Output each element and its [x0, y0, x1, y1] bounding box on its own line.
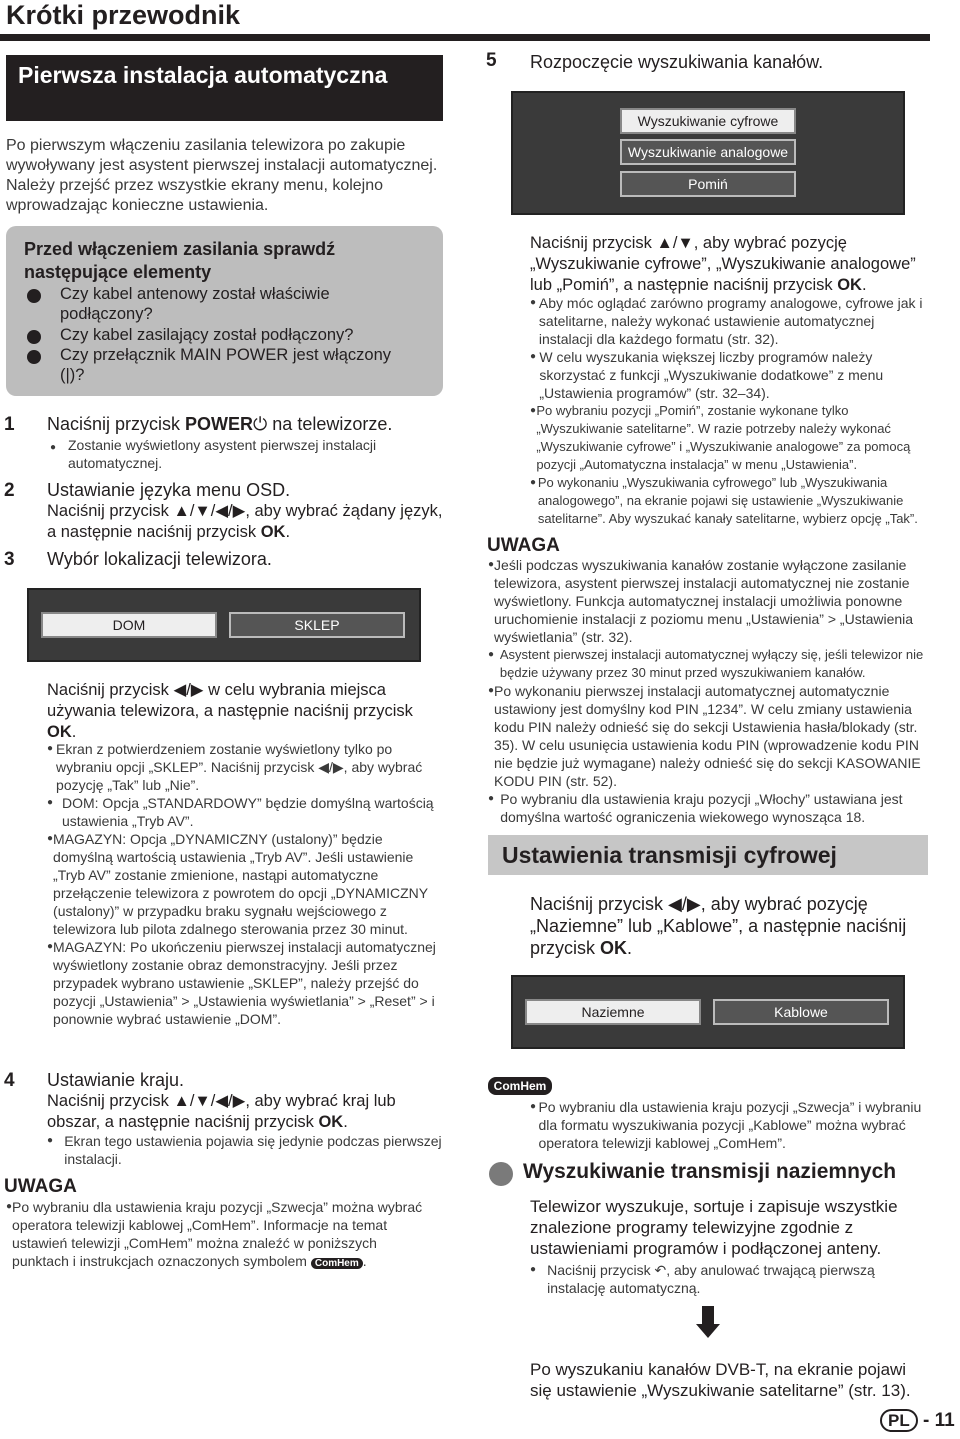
location-menu	[27, 588, 421, 662]
bullet: ● MAGAZYN: Po ukończeniu pierwszej instalacji automatycznej wyświetlony zostanie obraz demonstracyjny. Jeśli przez przypadek wybrano ustawienie „SKLEP”, należy przejść do pozycji „Ustawienia” > „Ustawienia wyświetlania” > „Reset” > i ponownie wybrać ustawienie „DOM”.	[47, 939, 436, 1027]
bullet: ● Naciśnij przycisk ↶, aby anulować trwającą pierwszą instalację automatyczną.	[530, 1262, 875, 1296]
comhem-badge: ComHem	[488, 1077, 552, 1095]
checklist-item: Czy przełącznik MAIN POWER jest włączony (|)?	[60, 346, 391, 384]
arrow-down-icon	[696, 1306, 720, 1338]
bullet-list	[47, 740, 442, 1028]
option-dom[interactable]: DOM	[41, 612, 217, 638]
bullet: ● Po wybraniu pozycji „Pomiń”, zostanie wykonane tylko „Wyszukiwanie satelitarne”. W razie potrzeby należy wykonać „Wyszukiwanie cyfrowe” i „Wyszukiwanie analogowe” za pomocą pozycji „Automatyczna instalacja” w menu „Ustawienia”.	[530, 403, 911, 472]
step-title: Ustawianie języka menu OSD.	[47, 480, 291, 500]
note-bullet: ● Po wykonaniu pierwszej instalacji automatycznej automatycznie ustawiony jest domyślny kod PIN „1234”. W celu zmiany ustawienia kodu PIN należy odnieść się do sekcji Ustawienia hasła/blokady (str. 35). W celu usunięcia ustawienia kodu PIN (wprowadzenie kodu PIN nie będzie już wymagane) należy odnieść się do sekcji KASOWANIE KODU PIN (str. 52).	[488, 683, 921, 789]
body-text: Telewizor wyszukuje, sortuje i zapisuje wszystkie znalezione programy telewizyjne zgodnie z ustawieniami programów i podłączonej anteny.	[530, 1197, 898, 1258]
step-title: Naciśnij przycisk POWER⏻ na telewizorze.	[47, 414, 393, 434]
note-title: UWAGA	[4, 1176, 77, 1197]
bullet-dot-icon	[27, 330, 41, 344]
checklist-item: Czy kabel antenowy został właściwie podłączony?	[60, 285, 330, 323]
bullet: ● W celu wyszukania większej liczby programów należy skorzystać z funkcji „Wyszukiwanie dodatkowe” z menu „Ustawienia programów” (str. 32–34).	[530, 349, 884, 401]
search-menu	[511, 91, 905, 215]
note-bullet: ● Asystent pierwszej instalacji automatycznej wyłączy się, jeśli telewizor nie będzie używany przez 30 minut przed wyszukiwaniem kanałów.	[488, 647, 924, 680]
step-number: 3	[4, 549, 15, 570]
bullet-dot-icon	[27, 289, 41, 303]
step-text: Naciśnij przycisk ◀/▶, aby wybrać pozycję „Naziemne” lub „Kablowe”, a następnie naciśnij przycisk OK.	[530, 894, 907, 958]
bullet: ● DOM: Opcja „STANDARDOWY” będzie domyślną wartością ustawienia „Tryb AV”.	[47, 795, 434, 829]
step-text: Naciśnij przycisk ▲/▼/◀/▶, aby wybrać kraj lub obszar, a następnie naciśnij przycisk OK.	[47, 1092, 396, 1131]
note-list	[488, 556, 928, 826]
bullet: ● Po wybraniu dla ustawienia kraju pozycji „Szwecja” i wybraniu dla formatu wyszukiwania pozycji „Kablowe” można wybrać operatora telewizji kablowej „ComHem”.	[530, 1099, 922, 1151]
option-digital-search[interactable]: Wyszukiwanie cyfrowe	[620, 108, 796, 134]
page-title: Krótki przewodnik	[6, 0, 241, 30]
bullet: ● Ekran z potwierdzeniem zostanie wyświetlony tylko po wybraniu opcji „SKLEP”. Naciśnij przycisk ◀/▶, aby wybrać pozycję „Tak” lub „Nie”.	[47, 741, 423, 793]
checklist-title: Przed włączeniem zasilania sprawdź następujące elementy	[24, 239, 336, 282]
step-number: 4	[4, 1070, 15, 1091]
step-number: 2	[4, 480, 15, 501]
bullet-text: Zostanie wyświetlony asystent pierwszej instalacji automatycznej.	[68, 437, 377, 471]
power-icon: ⏻	[253, 414, 268, 434]
option-terrestrial[interactable]: Naziemne	[525, 999, 701, 1025]
step-text: Naciśnij przycisk ▲/▼, aby wybrać pozycję „Wyszukiwanie cyfrowe”, „Wyszukiwanie analogowe” lub „Pomiń”, a następnie naciśnij przycisk OK.	[530, 234, 916, 294]
step-title: Rozpoczęcie wyszukiwania kanałów.	[530, 52, 824, 72]
option-cable[interactable]: Kablowe	[713, 999, 889, 1025]
intro-text: Po pierwszym włączeniu zasilania telewizora po zakupie wywoływany jest asystent pierwszej instalacji automatycznej. Należy przejść przez wszystkie ekrany menu, kolejno wprowadzając konieczne ustawienia.	[6, 137, 438, 214]
option-sklep[interactable]: SKLEP	[229, 612, 405, 638]
step-text: Naciśnij przycisk ▲/▼/◀/▶, aby wybrać żądany język, a następnie naciśnij przycisk OK.	[47, 502, 443, 541]
bullet: ● MAGAZYN: Opcja „DYNAMICZNY (ustalony)” będzie domyślną wartością ustawienia „Tryb AV”. Jeśli ustawienie „Tryb AV” zostanie zmienione, nastąpi automatyczne przełączenie telewizora z powrotem do opcji „DYNAMICZNY (ustalony)” w przypadku braku sygnału wejściowego z telewizora lub pilota zdalnego sterowania przez 30 minut.	[47, 831, 428, 937]
checklist-item: Czy kabel zasilający został podłączony?	[60, 326, 354, 344]
bullet: ● Po wykonaniu „Wyszukiwania cyfrowego” lub „Wyszukiwania analogowego”, na ekranie pojawi się ustawienie „Wyszukiwanie satelitarne”. Aby wyszukać kanały satelitarne, wybierz opcję „Tak”.	[530, 475, 918, 526]
title-rule	[0, 34, 930, 41]
step-number: 5	[486, 50, 497, 71]
note-bullet: ● Po wybraniu dla ustawienia kraju pozycji „Włochy” ustawiana jest domyślna wartość ograniczenia wiekowego wynosząca 18.	[488, 791, 903, 825]
bullet: ●	[50, 442, 57, 453]
step-title: Wybór lokalizacji telewizora.	[47, 549, 272, 569]
section-heading: Pierwsza instalacja automatyczna	[6, 55, 443, 121]
digital-menu	[511, 975, 905, 1049]
bullet: ● Aby móc oglądać zarówno programy analogowe, cyfrowe jak i satelitarne, należy wykonać ustawienie automatycznej instalacji dla każdego formatu (str. 32).	[530, 295, 923, 347]
option-analog-search[interactable]: Wyszukiwanie analogowe	[620, 139, 796, 165]
note-bullet: ● Po wybraniu dla ustawienia kraju pozycji „Szwecja” można wybrać operatora telewizji kablowej „ComHem”. Informacje na temat ustawień telewizji „ComHem” można znaleźć w poniższych punktach i instrukcjach oznaczonych symbolem ComHem .	[6, 1199, 423, 1269]
page-number: PL - 11	[880, 1410, 955, 1432]
step-title: Ustawianie kraju.	[47, 1070, 185, 1090]
note-title: UWAGA	[487, 535, 560, 556]
language-badge: PL	[880, 1409, 918, 1432]
bullet: ● Ekran tego ustawienia pojawia się jedynie podczas pierwszej instalacji.	[47, 1133, 442, 1167]
bullet-dot-icon	[27, 350, 41, 364]
subsection-heading: Wyszukiwanie transmisji naziemnych	[523, 1160, 897, 1183]
circle-icon	[489, 1162, 513, 1186]
option-skip[interactable]: Pomiń	[620, 171, 796, 197]
body-text: Po wyszukaniu kanałów DVB-T, na ekranie pojawi się ustawienie „Wyszukiwanie satelitarne” (str. 13).	[530, 1360, 911, 1400]
note-bullet: ● Jeśli podczas wyszukiwania kanałów zostanie wyłączone zasilanie telewizora, asystent pierwszej instalacji automatycznej nie zostanie wyświetlony. Funkcja automatycznej instalacji umożliwia ponowne uruchomienie instalacji z poziomu menu „Ustawienia” > „Ustawienia wyświetlania” (str. 32).	[488, 557, 914, 645]
section-heading: Ustawienia transmisji cyfrowej	[488, 835, 928, 875]
comhem-badge: ComHem	[311, 1258, 363, 1269]
bullet-list	[530, 294, 930, 528]
step-text: Naciśnij przycisk ◀/▶ w celu wybrania miejsca używania telewizora, a następnie naciśnij przycisk OK.	[47, 681, 413, 741]
step-number: 1	[4, 414, 15, 435]
